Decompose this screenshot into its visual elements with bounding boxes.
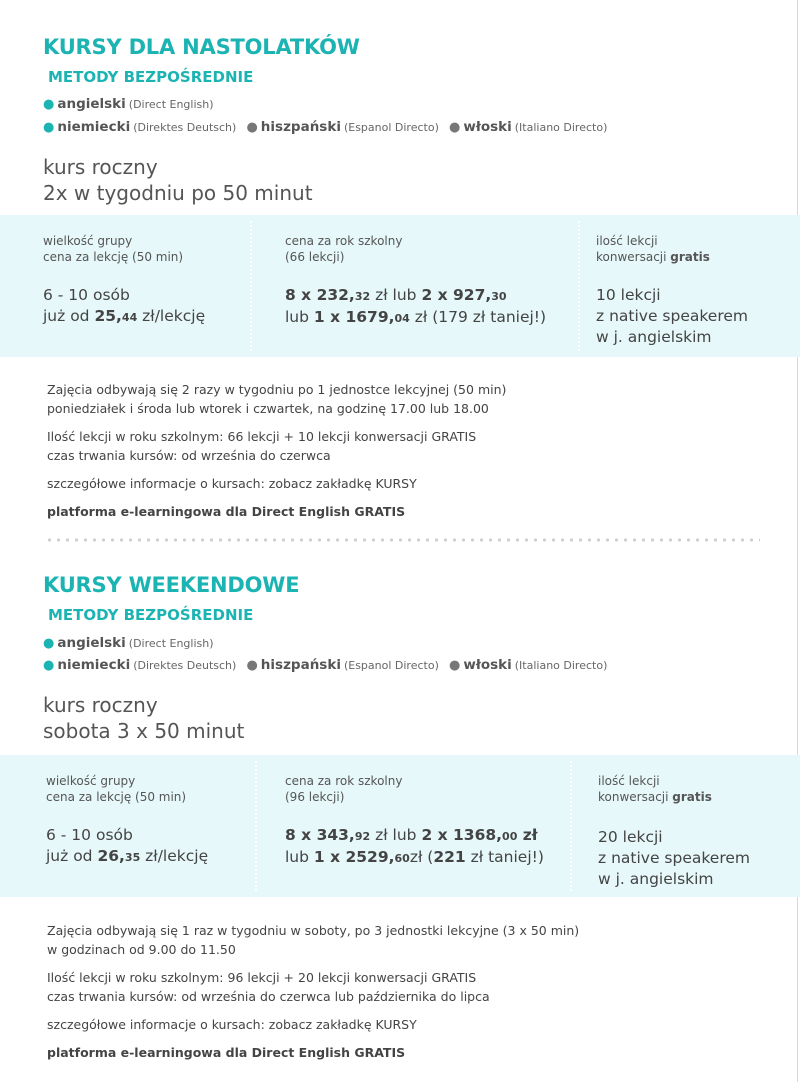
bullet-icon: ● [449,120,461,135]
annual-price-column: cena za rok szkolny (66 lekcji) 8 x 232,32 zł lub 2 x 927,30 lub 1 x 1679,04 zł (179 zł taniej!) [285,234,547,326]
language-list [43,96,220,112]
bullet-icon: ● [43,97,55,112]
section-title: KURSY DLA NASTOLATKÓW [43,35,360,59]
column-divider [250,221,252,351]
language-item: ● angielski (Direct English) [43,96,214,112]
page-border [797,0,798,1082]
language-item: ● angielski (Direct English) [43,635,214,651]
group-size-column: wielkość grupy cena za lekcję (50 min) 6 - 10 osób już od 26,35 zł/lekcję [46,774,209,865]
price-table [0,755,800,897]
column-divider [578,221,580,351]
course-details: Zajęcia odbywają się 2 razy w tygodniu po 1 jednostce lekcyjnej (50 min) poniedziałek i środa lub wtorek i czwartek, na godzinę 17.00 lub 18.00 Ilość lekcji w roku szkolnym: 66 lekcji + 10 lekcji konwersacji GRATIS czas trwania kursów: od września do czerwca szczegółowe informacje o kursach: zobacz zakładkę KURSY platforma e-learningowa dla Direct English GRATIS [47,382,507,519]
bullet-icon: ● [246,120,258,135]
bullet-icon: ● [43,636,55,651]
column-divider [255,761,257,891]
annual-price-column: cena za rok szkolny (96 lekcji) 8 x 343,92 zł lub 2 x 1368,00 zł lub 1 x 2529,60zł (221 zł taniej!) [285,774,544,866]
course-details: Zajęcia odbywają się 1 raz w tygodniu w soboty, po 3 jednostki lekcyjne (3 x 50 min) w godzinach od 9.00 do 11.50 Ilość lekcji w roku szkolnym: 96 lekcji + 20 lekcji konwersacji GRATIS czas trwania kursów: od września do czerwca lub października do lipca szczegółowe informacje o kursach: zobacz zakładkę KURSY platforma e-learningowa dla Direct English GRATIS [47,923,580,1060]
section-subtitle: METODY BEZPOŚREDNIE [48,606,254,624]
language-item: ● niemiecki (Direktes Deutsch) [43,657,237,673]
bullet-icon: ● [43,120,55,135]
language-item: ● włoski (Italiano Directo) [449,119,608,135]
course-type: kurs roczny 2x w tygodniu po 50 minut [43,155,313,205]
language-item: ● hiszpański (Espanol Directo) [246,119,439,135]
section-subtitle: METODY BEZPOŚREDNIE [48,68,254,86]
price-table [0,215,800,357]
language-list [43,635,220,651]
group-size-column: wielkość grupy cena za lekcję (50 min) 6 - 10 osób już od 25,44 zł/lekcję [43,234,206,325]
column-divider [570,761,572,891]
bullet-icon: ● [449,658,461,673]
section-divider [45,538,760,542]
section-title: KURSY WEEKENDOWE [43,573,300,597]
language-item: ● niemiecki (Direktes Deutsch) [43,119,237,135]
language-item: ● włoski (Italiano Directo) [449,657,608,673]
bullet-icon: ● [246,658,258,673]
language-list [43,119,613,135]
conversation-lessons-column: ilość lekcji konwersacji gratis 20 lekcji z native speakerem w j. angielskim [598,774,750,888]
course-type: kurs roczny sobota 3 x 50 minut [43,693,245,743]
language-list [43,657,613,673]
conversation-lessons-column: ilość lekcji konwersacji gratis 10 lekcji z native speakerem w j. angielskim [596,234,748,346]
bullet-icon: ● [43,658,55,673]
language-item: ● hiszpański (Espanol Directo) [246,657,439,673]
